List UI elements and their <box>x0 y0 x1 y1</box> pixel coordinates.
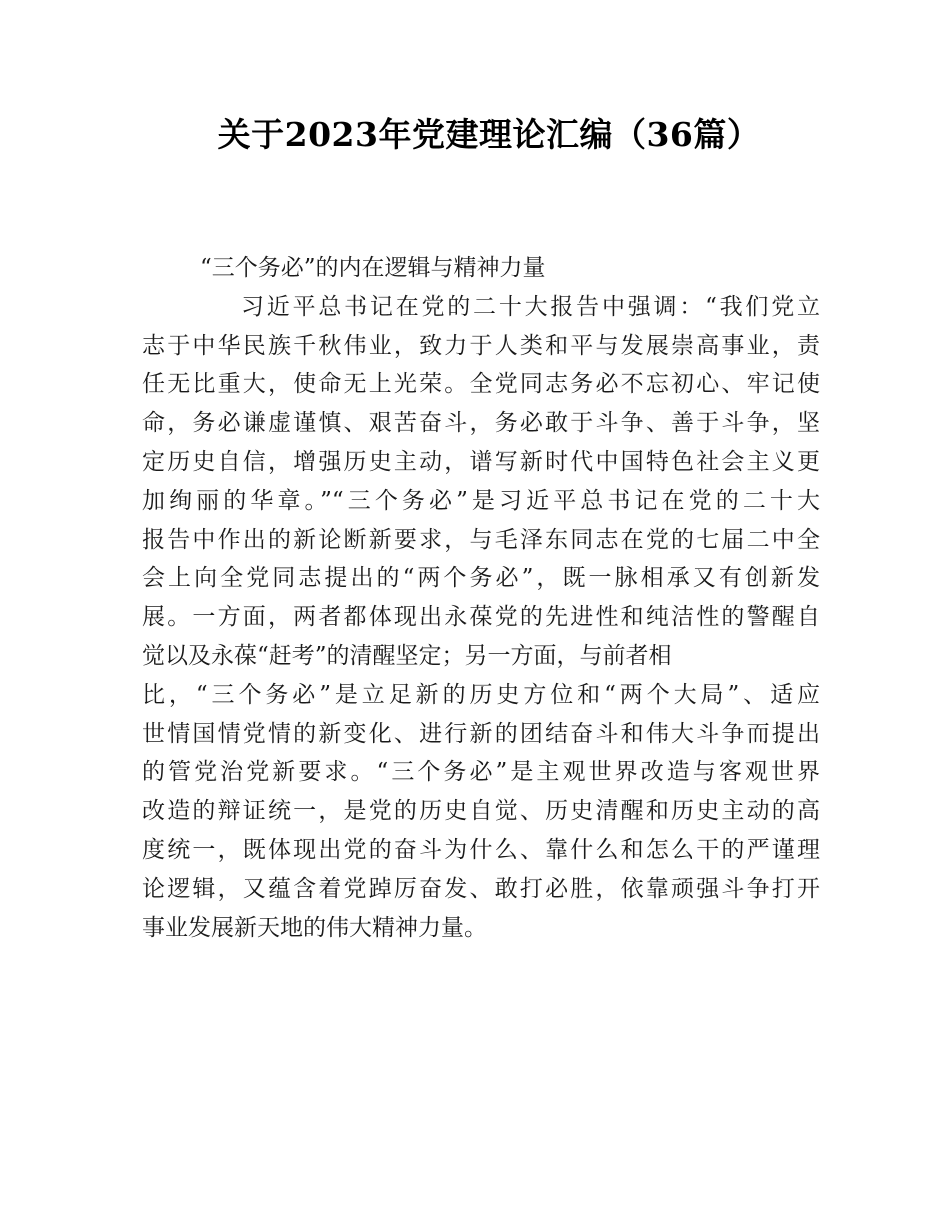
paragraph-line-15: 度统一，既体现出党的奋斗为什么、靠什么和怎么干的严谨理 <box>142 836 820 863</box>
article-title: “三个务必”的内在逻辑与精神力量 <box>200 255 546 281</box>
paragraph-line-13: 的管党治党新要求。“三个务必”是主观世界改造与客观世界 <box>142 759 820 786</box>
paragraph-line-9: 展。一方面，两者都体现出永葆党的先进性和纯洁性的警醒自 <box>142 604 820 631</box>
paragraph-line-1: 习近平总书记在党的二十大报告中强调：“我们党立 <box>241 293 820 320</box>
paragraph-line-14: 改造的辩证统一，是党的历史自觉、历史清醒和历史主动的高 <box>142 798 820 825</box>
paragraph-line-5: 定历史自信，增强历史主动，谱写新时代中国特色社会主义更 <box>142 448 820 475</box>
paragraph-line-3: 任无比重大，使命无上光荣。全党同志务必不忘初心、牢记使 <box>142 371 820 398</box>
paragraph-line-16: 论逻辑，又蕴含着党踔厉奋发、敢打必胜，依靠顽强斗争打开 <box>142 875 820 902</box>
paragraph-line-7: 报告中作出的新论断新要求，与毛泽东同志在党的七届二中全 <box>142 526 820 553</box>
article-body <box>142 249 820 947</box>
paragraph-line-2: 志于中华民族千秋伟业，致力于人类和平与发展崇高事业，责 <box>142 332 820 359</box>
paragraph-line-11: 比，“三个务必”是立足新的历史方位和“两个大局”、适应 <box>142 681 820 708</box>
paragraph-line-8: 会上向全党同志提出的“两个务必”，既一脉相承又有创新发 <box>142 565 820 592</box>
paragraph-line-10: 觉以及永葆“赶考”的清醒坚定；另一方面，与前者相 <box>142 642 672 669</box>
paragraph-line-12: 世情国情党情的新变化、进行新的团结奋斗和伟大斗争而提出 <box>142 720 820 747</box>
document-title: 关于2023年党建理论汇编（36篇） <box>217 115 761 154</box>
paragraph-line-4: 命，务必谦虚谨慎、艰苦奋斗，务必敢于斗争、善于斗争，坚 <box>142 410 820 437</box>
paragraph-line-6: 加绚丽的华章。”“三个务必”是习近平总书记在党的二十大 <box>142 487 820 514</box>
paragraph-line-17: 事业发展新天地的伟大精神力量。 <box>142 914 487 941</box>
